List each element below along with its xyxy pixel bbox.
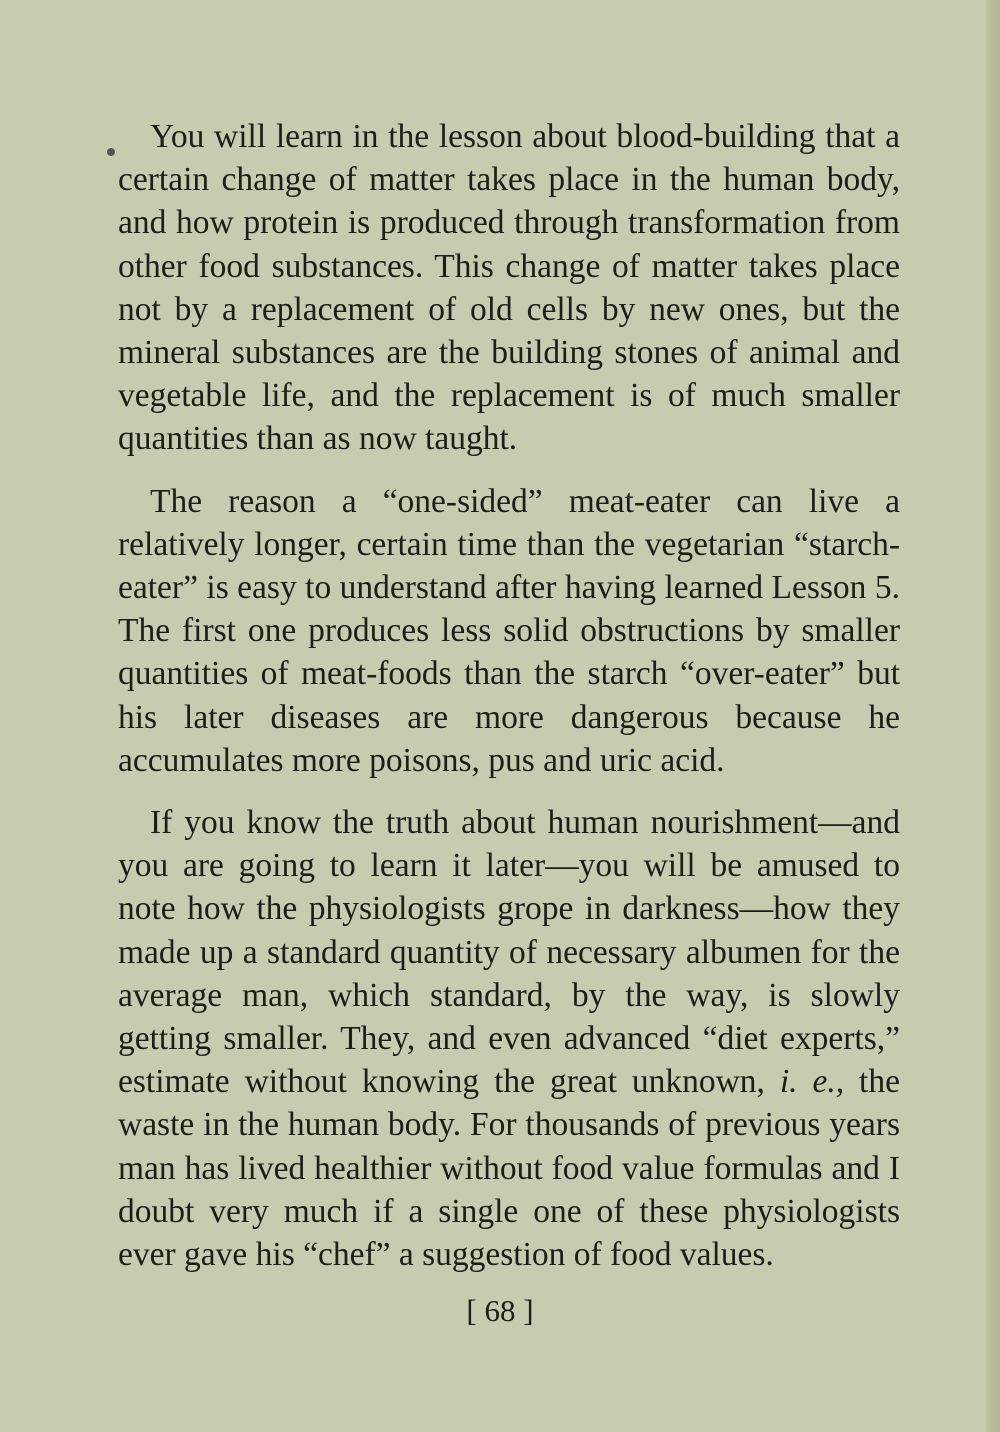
body-text xyxy=(118,115,900,1276)
page-number: [ 68 ] xyxy=(466,1293,534,1328)
paragraph-3-italic: i. e., xyxy=(779,1063,845,1101)
paragraph-3 xyxy=(118,801,900,1276)
page-edge-shadow xyxy=(986,0,1000,1432)
paragraph-3-part-1: If you know the truth about human nourishment—and you are going to learn it later—you will be amused to note how the physiologists grope in darkness—how they made up a standard quantity of necessary albumen for the average man, which standard, by the way, is slowly getting smaller. They, and even advanced “diet experts,” estimate without knowing the great unknown, xyxy=(118,804,900,1101)
paragraph-3-part-2: the waste in the human body. For thousands of previous years man has lived healthier without food value formulas and I doubt very much if a single one of these physiologists ever gave his “chef” a suggestion of food values. xyxy=(118,1063,900,1274)
ink-dot-mark xyxy=(107,148,115,156)
paragraph-2: The reason a “one-sided” meat-eater can live a relatively longer, certain time than the vegetarian “starch-eater” is easy to understand after having learned Lesson 5. The first one produces less solid obstructions by smaller quantities of meat-foods than the starch “over-eater” but his later diseases are more dangerous because he accumulates more poisons, pus and uric acid. xyxy=(118,482,900,779)
paragraph-1: You will learn in the lesson about blood-building that a certain change of matter takes place in the human body, and how protein is produced through transformation from other food substances. This change of matter takes place not by a replacement of old cells by new ones, but the mineral substances are the building stones of animal and vegetable life, and the replacement is of much smaller quantities than as now taught. xyxy=(118,118,900,458)
